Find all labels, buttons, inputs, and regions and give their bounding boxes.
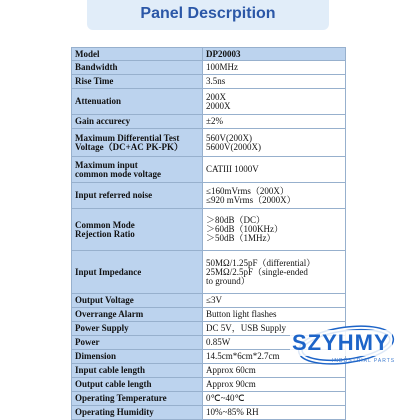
spec-value-cell: [203, 75, 346, 89]
spec-label-cell: [72, 336, 203, 350]
spec-value: ＞60dB（100KHz）: [206, 224, 283, 234]
table-row: [72, 75, 346, 89]
spec-label: Input referred noise: [75, 190, 153, 200]
spec-label-cell: [72, 322, 203, 336]
spec-value: ≤3V: [206, 295, 222, 305]
spec-label-cell: [72, 350, 203, 364]
spec-label: Output Voltage: [75, 295, 134, 305]
spec-value: to ground）: [206, 275, 250, 286]
table-row: [72, 251, 346, 294]
spec-value: ＞80dB（DC）: [206, 215, 266, 225]
spec-value: ≤920 mVrms（2000X）: [206, 194, 296, 205]
spec-label: Input Impedance: [75, 266, 142, 277]
spec-label-cell: [72, 378, 203, 392]
spec-value: 50MΩ/1.25pF（differential）: [206, 257, 316, 268]
spec-label-cell: [72, 392, 203, 406]
spec-value: 25MΩ/2.5pF（single-ended: [206, 266, 308, 277]
spec-label-cell: [72, 48, 203, 61]
title-banner: [87, 0, 329, 30]
table-row: [72, 183, 346, 209]
spec-value: 0.85W: [206, 337, 231, 347]
page-title: Panel Descrpition: [140, 5, 276, 22]
spec-label: Gain accurecy: [75, 116, 131, 126]
spec-value: 14.5cm*6cm*2.7cm: [206, 351, 280, 361]
spec-value: 0℃~40℃: [206, 393, 245, 403]
spec-label-cell: [72, 157, 203, 183]
spec-label-cell: [72, 115, 203, 129]
spec-label: Bandwidth: [75, 62, 118, 72]
logo-subtitle: INDUSTRIAL PARTS: [332, 358, 396, 364]
spec-label: Overrange Alarm: [75, 309, 144, 319]
spec-value-cell: [203, 209, 346, 251]
table-row: [72, 89, 346, 115]
spec-value-cell: [203, 89, 346, 115]
spec-label: Power Supply: [75, 323, 129, 333]
spec-value-cell: [203, 406, 346, 420]
table-row: [72, 61, 346, 75]
spec-label: Rejection Ratio: [75, 228, 135, 239]
spec-label: Maximum input: [75, 159, 138, 170]
spec-label-cell: [72, 308, 203, 322]
spec-value: 2000X: [206, 100, 231, 111]
spec-value: 100MHz: [206, 62, 238, 72]
spec-value: 560V(200X): [206, 132, 252, 143]
table-row: [72, 209, 346, 251]
spec-value: Approx 90cm: [206, 379, 256, 389]
spec-value: 5600V(2000X): [206, 141, 261, 152]
spec-value: ±2%: [206, 116, 223, 126]
spec-label-cell: [72, 364, 203, 378]
spec-label: Model: [75, 48, 100, 59]
spec-label-cell: [72, 89, 203, 115]
spec-value-cell: [203, 392, 346, 406]
spec-value-cell: [203, 183, 346, 209]
spec-label: Operating Temperature: [75, 393, 167, 403]
spec-label-cell: [72, 209, 203, 251]
spec-value-cell: [203, 157, 346, 183]
spec-label: Output cable length: [75, 379, 152, 389]
spec-value-cell: [203, 61, 346, 75]
spec-label: Attenuation: [75, 96, 122, 106]
table-row: [72, 392, 346, 406]
spec-label-cell: [72, 61, 203, 75]
table-row: [72, 48, 346, 61]
spec-label-cell: [72, 251, 203, 294]
spec-label: common mode voltage: [75, 168, 161, 179]
spec-label: Dimension: [75, 351, 117, 361]
spec-value: 10%~85% RH: [206, 407, 259, 417]
spec-value: Approx 60cm: [206, 365, 256, 375]
spec-label: Power: [75, 337, 100, 347]
spec-label-cell: [72, 129, 203, 157]
table-row: [72, 115, 346, 129]
spec-value: CATIII 1000V: [206, 164, 259, 174]
spec-value-cell: [203, 129, 346, 157]
table-row: [72, 129, 346, 157]
spec-label-cell: [72, 183, 203, 209]
table-row: [72, 157, 346, 183]
table-row: [72, 406, 346, 420]
spec-label: Voltage（DC+AC PK-PK）: [75, 141, 184, 152]
spec-value: 200X: [206, 91, 226, 102]
spec-value-cell: [203, 251, 346, 294]
spec-value: 3.5ns: [206, 76, 226, 86]
spec-value-cell: [203, 115, 346, 129]
spec-label: Input cable length: [75, 365, 146, 375]
spec-value: DC 5V，USB Supply: [206, 323, 287, 333]
spec-label-cell: [72, 294, 203, 308]
spec-value: ≤160mVrms（200X）: [206, 185, 289, 196]
brand-logo: [280, 318, 410, 380]
spec-label: Rise Time: [75, 76, 114, 86]
spec-label: Common Mode: [75, 219, 135, 230]
spec-label: Operating Humidity: [75, 407, 154, 417]
spec-value: ＞50dB（1MHz）: [206, 233, 276, 243]
spec-value-cell: [203, 48, 346, 61]
table-row: [72, 294, 346, 308]
spec-value: DP20003: [206, 48, 241, 59]
spec-value-cell: [203, 294, 346, 308]
spec-label-cell: [72, 75, 203, 89]
logo-name: SZYHMY: [292, 330, 390, 355]
spec-label-cell: [72, 406, 203, 420]
spec-label: Maximum Differential Test: [75, 132, 180, 143]
spec-value: Button light flashes: [206, 309, 277, 319]
